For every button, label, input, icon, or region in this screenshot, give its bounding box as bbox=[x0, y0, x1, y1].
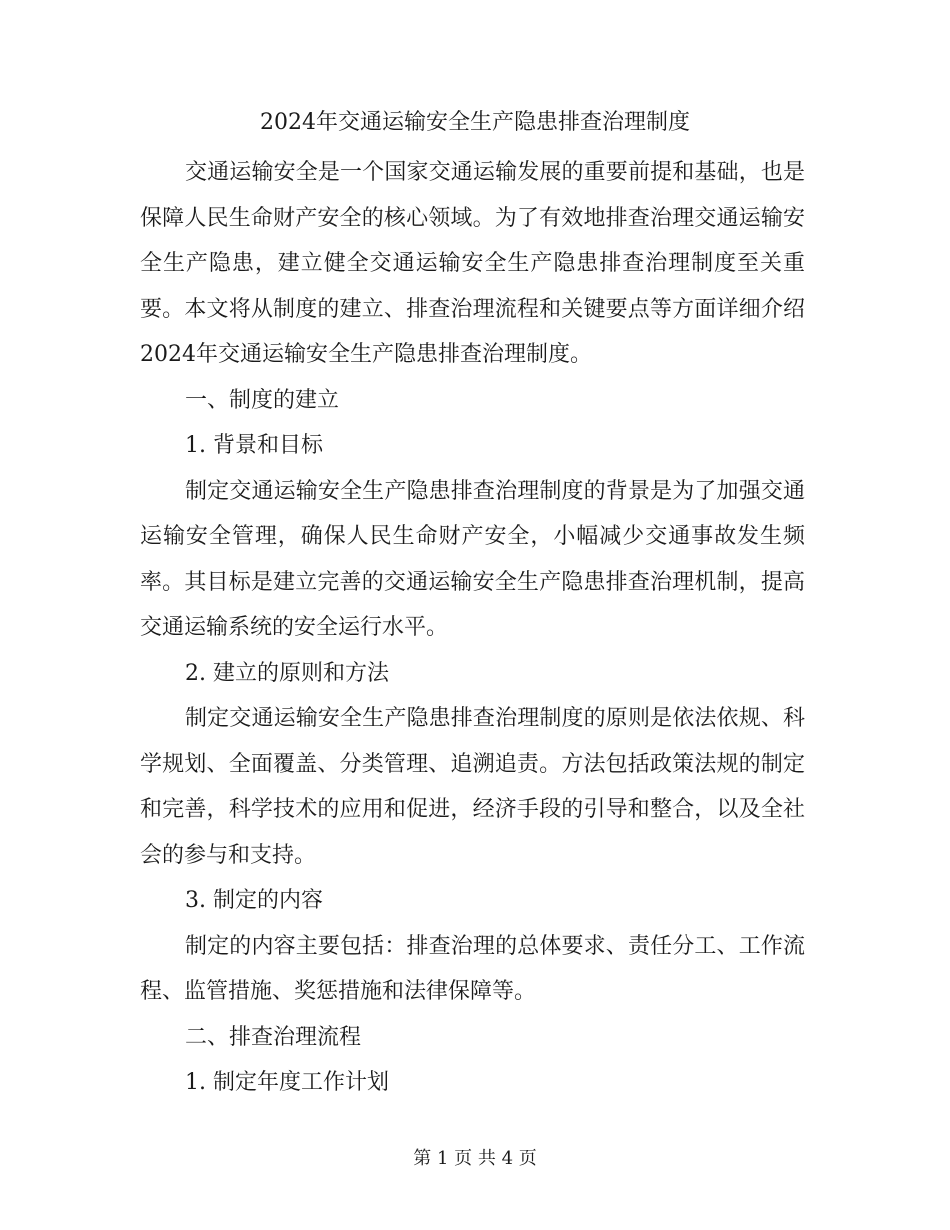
paragraph-background: 制定交通运输安全生产隐患排查治理制度的背景是为了加强交通运输安全管理，确保人民生命财产安全，小幅减少交通事故发生频率。其目标是建立完善的交通运输安全生产隐患排查治理机制，提高交通运输系统的安全运行水平。 bbox=[140, 478, 805, 640]
subsection-heading-1-2: 2. 建立的原则和方法 bbox=[185, 660, 389, 686]
section-heading-2: 二、排查治理流程 bbox=[185, 1024, 362, 1050]
section-heading-1: 一、制度的建立 bbox=[185, 387, 340, 413]
page-number-footer: 第 1 页 共 4 页 bbox=[413, 1148, 537, 1169]
subsection-heading-1-3: 3. 制定的内容 bbox=[185, 888, 323, 913]
paragraph-principles: 制定交通运输安全生产隐患排查治理制度的原则是依法依规、科学规划、全面覆盖、分类管理、追溯追责。方法包括政策法规的制定和完善，科学技术的应用和促进，经济手段的引导和整合，以及全社会的参与和支持。 bbox=[140, 706, 805, 868]
document-title: 2024年交通运输安全生产隐患排查治理制度 bbox=[260, 110, 690, 135]
document-body bbox=[140, 150, 805, 1106]
paragraph-content: 制定的内容主要包括：排查治理的总体要求、责任分工、工作流程、监管措施、奖惩措施和法律保障等。 bbox=[140, 933, 805, 1004]
subsection-heading-2-1: 1. 制定年度工作计划 bbox=[185, 1070, 389, 1095]
subsection-heading-1-1: 1. 背景和目标 bbox=[185, 433, 323, 458]
intro-paragraph: 交通运输安全是一个国家交通运输发展的重要前提和基础，也是保障人民生命财产安全的核心领域。为了有效地排查治理交通运输安全生产隐患，建立健全交通运输安全生产隐患排查治理制度至关重要。本文将从制度的建立、排查治理流程和关键要点等方面详细介绍2024年交通运输安全生产隐患排查治理制度。 bbox=[140, 160, 805, 367]
